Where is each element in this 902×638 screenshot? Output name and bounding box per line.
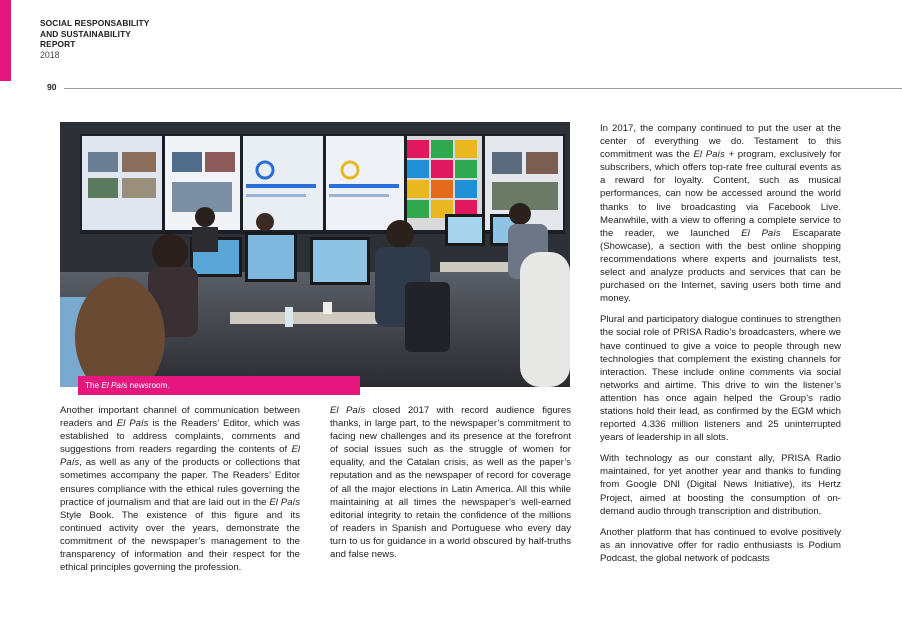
report-title-line-3: REPORT <box>40 39 76 49</box>
paragraph <box>600 452 841 517</box>
page-number: 90 <box>47 82 57 92</box>
text-run: program, exclusively for subscribers, which offers top-rate free cultural events as a reward for loyalty. Content, such as musical performances, can now be accessed around the world thanks to live broadcasting via Facebook Live. Meanwhile, with a view to offering a complete service to the reader, we launched <box>600 149 841 239</box>
caption-rest: newsroom. <box>127 381 170 390</box>
newsroom-illustration <box>60 122 570 387</box>
report-title-line-1: SOCIAL RESPONSABILITY <box>40 18 150 28</box>
italic-run: El País <box>269 496 300 508</box>
text-column-right <box>600 122 841 573</box>
paragraph <box>600 313 841 444</box>
text-run: Plural and participatory dialogue continues to strengthen the social role of PRISA Radio’s broadcasters, where we have continued to give a voice to people through new technologies that complement the existing channels for interaction. These include online comments via social networks and airtime. This drive to win the listener’s attention has once again helped the Group’s radio stations hold their lead, as confirmed by the EGM which reported 4.336 million listeners and 25 uninterrupted years of leadership in all slots. <box>600 314 841 444</box>
paragraph <box>330 404 571 561</box>
paragraph <box>600 122 841 305</box>
italic-run: El País <box>741 227 781 239</box>
italic-run: El País <box>330 405 366 416</box>
text-run: With technology as our constant ally, PRISA Radio maintained, for yet another year and thanks to funding from Google DNI (Digital News Initiative), its Hertz Project, aimed at boosting the consumption of on-demand audio through transcription and distribution. <box>600 453 841 517</box>
text-run: closed 2017 with record audience figures thanks, in large part, to the newspaper’s commitment to facing new challenges and its presence at the forefront of social issues such as the struggle of women for equality, and the Catalan crisis, as well as the paper’s reputation and as the newspaper of record for coverage of all the major elections in Latin America. All this while maintaining at all times the newspaper’s well-earned editorial integrity to retain the confidence of the millions of readers in Spanish and Portuguese who every day turn to us for guidance in a world obscured by half-truths and false news. <box>330 405 571 561</box>
text-column-left <box>60 404 300 582</box>
paragraph <box>600 526 841 565</box>
text-column-middle <box>330 404 571 569</box>
report-year: 2018 <box>40 49 60 60</box>
text-run: Style Book. The existence of this figure and its continued activity over the years, demonstrate the commitment of the newspaper’s management to the transparency of information and their respect for the ethical principles governing the profession. <box>60 509 300 574</box>
italic-run: El País <box>60 444 300 469</box>
text-run: In 2017, the company continued to put the user at the center of everything we do. Testament to this commitment was the <box>600 123 841 161</box>
text-run: Another platform that has continued to evolve positively as an innovative offer for radio enthusiasts is Podium Podcast, the global network of podcasts <box>600 526 841 564</box>
text-run: Another important channel of communication between readers and <box>60 405 300 430</box>
text-run: is the Readers’ Editor, which was established to address complaints, comments and suggestions from readers regarding the contents of <box>60 418 300 456</box>
report-title-line-2: AND SUSTAINABILITY <box>40 28 131 39</box>
italic-run: El País + <box>693 149 735 161</box>
photo-caption: The El País newsroom. <box>78 376 360 395</box>
header-rule <box>64 88 902 89</box>
report-header <box>40 18 149 61</box>
italic-run: El País <box>116 418 149 430</box>
newsroom-photo <box>60 122 570 387</box>
text-run: , as well as any of the products or collections that sometimes accompany the paper. The Readers’ Editor ensures compliance with the ethical rules governing the practice of journalism and that are laid out in the <box>60 457 300 508</box>
text-run: Escaparate (Showcase), a section with the best online shopping recommendations where experts and journalists test, select and analyze products and services that can be purchased on the Internet, saving users both time and money. <box>600 227 841 305</box>
paragraph <box>60 404 300 574</box>
accent-bar <box>0 0 11 81</box>
caption-em: El País <box>101 381 128 390</box>
